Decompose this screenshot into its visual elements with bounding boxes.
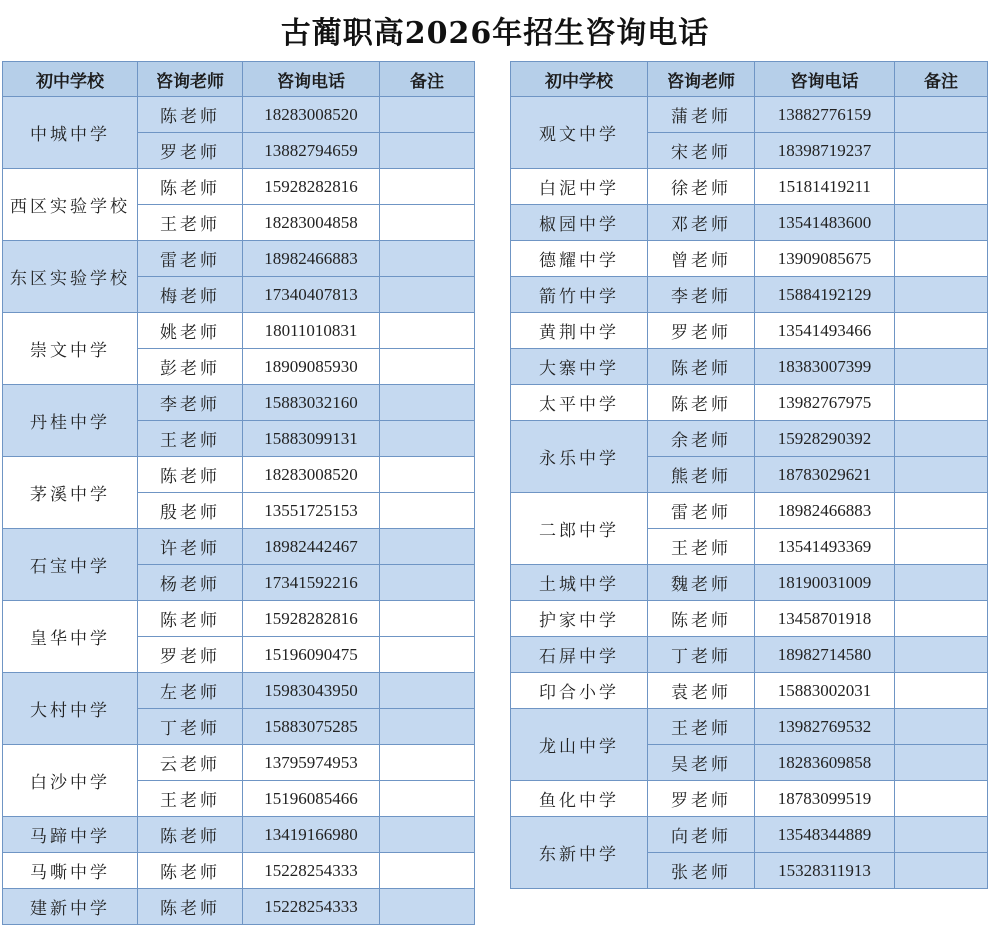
teacher-name-cell: 李老师 <box>648 277 755 313</box>
table-row <box>511 349 988 385</box>
header-teacher: 咨询老师 <box>138 62 243 97</box>
table-row <box>511 97 988 133</box>
phone-number-cell: 18383007399 <box>755 349 895 385</box>
phone-number-cell: 18982466883 <box>755 493 895 529</box>
table-row <box>511 241 988 277</box>
teacher-name-cell: 殷老师 <box>138 493 243 529</box>
contact-table-left <box>2 61 475 925</box>
teacher-name-cell: 熊老师 <box>648 457 755 493</box>
table-row <box>3 745 475 781</box>
teacher-name-cell: 杨老师 <box>138 565 243 601</box>
remark-cell <box>895 853 988 889</box>
remark-cell <box>380 97 475 133</box>
phone-number-cell: 18982466883 <box>243 241 380 277</box>
table-row <box>3 241 475 277</box>
table-row <box>3 169 475 205</box>
remark-cell <box>380 673 475 709</box>
phone-number-cell: 13458701918 <box>755 601 895 637</box>
phone-number-cell: 13551725153 <box>243 493 380 529</box>
phone-number-cell: 18783029621 <box>755 457 895 493</box>
remark-cell <box>895 205 988 241</box>
remark-cell <box>895 637 988 673</box>
school-name-cell: 白沙中学 <box>3 745 138 817</box>
remark-cell <box>380 781 475 817</box>
teacher-name-cell: 左老师 <box>138 673 243 709</box>
remark-cell <box>380 853 475 889</box>
teacher-name-cell: 陈老师 <box>138 853 243 889</box>
table-header-row <box>511 62 988 97</box>
phone-number-cell: 15883099131 <box>243 421 380 457</box>
school-name-cell: 鱼化中学 <box>511 781 648 817</box>
remark-cell <box>895 349 988 385</box>
teacher-name-cell: 梅老师 <box>138 277 243 313</box>
school-name-cell: 东新中学 <box>511 817 648 889</box>
remark-cell <box>380 709 475 745</box>
remark-cell <box>380 421 475 457</box>
remark-cell <box>380 133 475 169</box>
table-row <box>3 817 475 853</box>
table-row <box>511 205 988 241</box>
school-name-cell: 箭竹中学 <box>511 277 648 313</box>
phone-number-cell: 15884192129 <box>755 277 895 313</box>
school-name-cell: 护家中学 <box>511 601 648 637</box>
page-title: 古蔺职高2026年招生咨询电话 <box>280 16 710 51</box>
teacher-name-cell: 王老师 <box>138 781 243 817</box>
teacher-name-cell: 丁老师 <box>648 637 755 673</box>
phone-number-cell: 18283004858 <box>243 205 380 241</box>
header-remark: 备注 <box>895 62 988 97</box>
phone-number-cell: 18982714580 <box>755 637 895 673</box>
remark-cell <box>380 745 475 781</box>
remark-cell <box>380 205 475 241</box>
table-row <box>511 277 988 313</box>
phone-number-cell: 15928290392 <box>755 421 895 457</box>
table-row <box>511 637 988 673</box>
table-row <box>3 673 475 709</box>
remark-cell <box>380 277 475 313</box>
remark-cell <box>380 637 475 673</box>
table-row <box>3 313 475 349</box>
remark-cell <box>380 601 475 637</box>
school-name-cell: 大村中学 <box>3 673 138 745</box>
school-name-cell: 白泥中学 <box>511 169 648 205</box>
phone-number-cell: 18283008520 <box>243 457 380 493</box>
phone-number-cell: 13548344889 <box>755 817 895 853</box>
teacher-name-cell: 向老师 <box>648 817 755 853</box>
header-teacher: 咨询老师 <box>648 62 755 97</box>
remark-cell <box>380 457 475 493</box>
table-row <box>511 493 988 529</box>
remark-cell <box>895 493 988 529</box>
teacher-name-cell: 宋老师 <box>648 133 755 169</box>
table-body-left <box>3 97 475 925</box>
remark-cell <box>895 385 988 421</box>
phone-number-cell: 13541493466 <box>755 313 895 349</box>
table-row <box>511 313 988 349</box>
phone-number-cell: 15883032160 <box>243 385 380 421</box>
phone-number-cell: 15228254333 <box>243 853 380 889</box>
remark-cell <box>895 781 988 817</box>
table-row <box>3 853 475 889</box>
school-name-cell: 崇文中学 <box>3 313 138 385</box>
teacher-name-cell: 雷老师 <box>138 241 243 277</box>
teacher-name-cell: 云老师 <box>138 745 243 781</box>
table-row <box>511 709 988 745</box>
contact-table-right <box>510 61 988 889</box>
teacher-name-cell: 余老师 <box>648 421 755 457</box>
teacher-name-cell: 王老师 <box>138 421 243 457</box>
teacher-name-cell: 罗老师 <box>648 781 755 817</box>
teacher-name-cell: 曾老师 <box>648 241 755 277</box>
phone-number-cell: 18011010831 <box>243 313 380 349</box>
teacher-name-cell: 李老师 <box>138 385 243 421</box>
phone-number-cell: 18283008520 <box>243 97 380 133</box>
table-body-right <box>511 97 988 889</box>
school-name-cell: 中城中学 <box>3 97 138 169</box>
school-name-cell: 土城中学 <box>511 565 648 601</box>
phone-number-cell: 18982442467 <box>243 529 380 565</box>
teacher-name-cell: 徐老师 <box>648 169 755 205</box>
table-row <box>511 565 988 601</box>
table-row <box>3 457 475 493</box>
table-row <box>511 385 988 421</box>
teacher-name-cell: 魏老师 <box>648 565 755 601</box>
school-name-cell: 永乐中学 <box>511 421 648 493</box>
remark-cell <box>380 817 475 853</box>
remark-cell <box>895 169 988 205</box>
phone-number-cell: 15328311913 <box>755 853 895 889</box>
phone-number-cell: 15883075285 <box>243 709 380 745</box>
phone-number-cell: 13882776159 <box>755 97 895 133</box>
remark-cell <box>895 421 988 457</box>
school-name-cell: 茅溪中学 <box>3 457 138 529</box>
remark-cell <box>895 457 988 493</box>
teacher-name-cell: 许老师 <box>138 529 243 565</box>
phone-number-cell: 13882794659 <box>243 133 380 169</box>
remark-cell <box>895 601 988 637</box>
teacher-name-cell: 王老师 <box>648 709 755 745</box>
table-row <box>511 817 988 853</box>
table-row <box>3 385 475 421</box>
header-phone: 咨询电话 <box>755 62 895 97</box>
teacher-name-cell: 张老师 <box>648 853 755 889</box>
school-name-cell: 石屏中学 <box>511 637 648 673</box>
phone-number-cell: 15928282816 <box>243 601 380 637</box>
table-row <box>511 673 988 709</box>
school-name-cell: 皇华中学 <box>3 601 138 673</box>
table-header-row <box>3 62 475 97</box>
remark-cell <box>380 529 475 565</box>
school-name-cell: 西区实验学校 <box>3 169 138 241</box>
teacher-name-cell: 雷老师 <box>648 493 755 529</box>
teacher-name-cell: 彭老师 <box>138 349 243 385</box>
remark-cell <box>895 529 988 565</box>
remark-cell <box>895 673 988 709</box>
phone-number-cell: 15196090475 <box>243 637 380 673</box>
phone-number-cell: 18398719237 <box>755 133 895 169</box>
teacher-name-cell: 陈老师 <box>648 349 755 385</box>
school-name-cell: 二郎中学 <box>511 493 648 565</box>
phone-number-cell: 15196085466 <box>243 781 380 817</box>
table-row <box>3 529 475 565</box>
school-name-cell: 德耀中学 <box>511 241 648 277</box>
phone-number-cell: 13541493369 <box>755 529 895 565</box>
remark-cell <box>380 169 475 205</box>
phone-number-cell: 15928282816 <box>243 169 380 205</box>
school-name-cell: 太平中学 <box>511 385 648 421</box>
phone-number-cell: 13982769532 <box>755 709 895 745</box>
teacher-name-cell: 陈老师 <box>648 601 755 637</box>
remark-cell <box>895 709 988 745</box>
table-row <box>3 97 475 133</box>
phone-number-cell: 13419166980 <box>243 817 380 853</box>
teacher-name-cell: 陈老师 <box>138 889 243 925</box>
teacher-name-cell: 邓老师 <box>648 205 755 241</box>
teacher-name-cell: 陈老师 <box>138 169 243 205</box>
teacher-name-cell: 蒲老师 <box>648 97 755 133</box>
school-name-cell: 椒园中学 <box>511 205 648 241</box>
header-school: 初中学校 <box>3 62 138 97</box>
phone-number-cell: 17340407813 <box>243 277 380 313</box>
teacher-name-cell: 陈老师 <box>138 601 243 637</box>
phone-number-cell: 15228254333 <box>243 889 380 925</box>
phone-number-cell: 13982767975 <box>755 385 895 421</box>
teacher-name-cell: 丁老师 <box>138 709 243 745</box>
school-name-cell: 黄荆中学 <box>511 313 648 349</box>
remark-cell <box>380 889 475 925</box>
remark-cell <box>895 313 988 349</box>
phone-number-cell: 15883002031 <box>755 673 895 709</box>
school-name-cell: 大寨中学 <box>511 349 648 385</box>
phone-number-cell: 18783099519 <box>755 781 895 817</box>
school-name-cell: 东区实验学校 <box>3 241 138 313</box>
phone-number-cell: 18909085930 <box>243 349 380 385</box>
remark-cell <box>380 493 475 529</box>
school-name-cell: 丹桂中学 <box>3 385 138 457</box>
header-phone: 咨询电话 <box>243 62 380 97</box>
teacher-name-cell: 罗老师 <box>138 133 243 169</box>
remark-cell <box>895 133 988 169</box>
phone-number-cell: 15181419211 <box>755 169 895 205</box>
phone-number-cell: 13795974953 <box>243 745 380 781</box>
remark-cell <box>895 565 988 601</box>
school-name-cell: 建新中学 <box>3 889 138 925</box>
remark-cell <box>895 241 988 277</box>
teacher-name-cell: 姚老师 <box>138 313 243 349</box>
phone-number-cell: 18190031009 <box>755 565 895 601</box>
header-remark: 备注 <box>380 62 475 97</box>
table-row <box>3 601 475 637</box>
teacher-name-cell: 王老师 <box>648 529 755 565</box>
teacher-name-cell: 吴老师 <box>648 745 755 781</box>
teacher-name-cell: 罗老师 <box>138 637 243 673</box>
table-row <box>3 889 475 925</box>
table-row <box>511 781 988 817</box>
remark-cell <box>895 745 988 781</box>
teacher-name-cell: 袁老师 <box>648 673 755 709</box>
school-name-cell: 马嘶中学 <box>3 853 138 889</box>
phone-number-cell: 15983043950 <box>243 673 380 709</box>
remark-cell <box>895 817 988 853</box>
remark-cell <box>895 277 988 313</box>
teacher-name-cell: 陈老师 <box>648 385 755 421</box>
teacher-name-cell: 王老师 <box>138 205 243 241</box>
school-name-cell: 印合小学 <box>511 673 648 709</box>
table-row <box>511 601 988 637</box>
header-school: 初中学校 <box>511 62 648 97</box>
phone-number-cell: 17341592216 <box>243 565 380 601</box>
school-name-cell: 龙山中学 <box>511 709 648 781</box>
remark-cell <box>380 313 475 349</box>
teacher-name-cell: 陈老师 <box>138 457 243 493</box>
remark-cell <box>895 97 988 133</box>
school-name-cell: 石宝中学 <box>3 529 138 601</box>
phone-number-cell: 18283609858 <box>755 745 895 781</box>
school-name-cell: 观文中学 <box>511 97 648 169</box>
phone-number-cell: 13909085675 <box>755 241 895 277</box>
teacher-name-cell: 陈老师 <box>138 817 243 853</box>
remark-cell <box>380 241 475 277</box>
phone-number-cell: 13541483600 <box>755 205 895 241</box>
remark-cell <box>380 565 475 601</box>
school-name-cell: 马蹄中学 <box>3 817 138 853</box>
table-row <box>511 421 988 457</box>
remark-cell <box>380 349 475 385</box>
table-row <box>511 169 988 205</box>
remark-cell <box>380 385 475 421</box>
teacher-name-cell: 罗老师 <box>648 313 755 349</box>
teacher-name-cell: 陈老师 <box>138 97 243 133</box>
